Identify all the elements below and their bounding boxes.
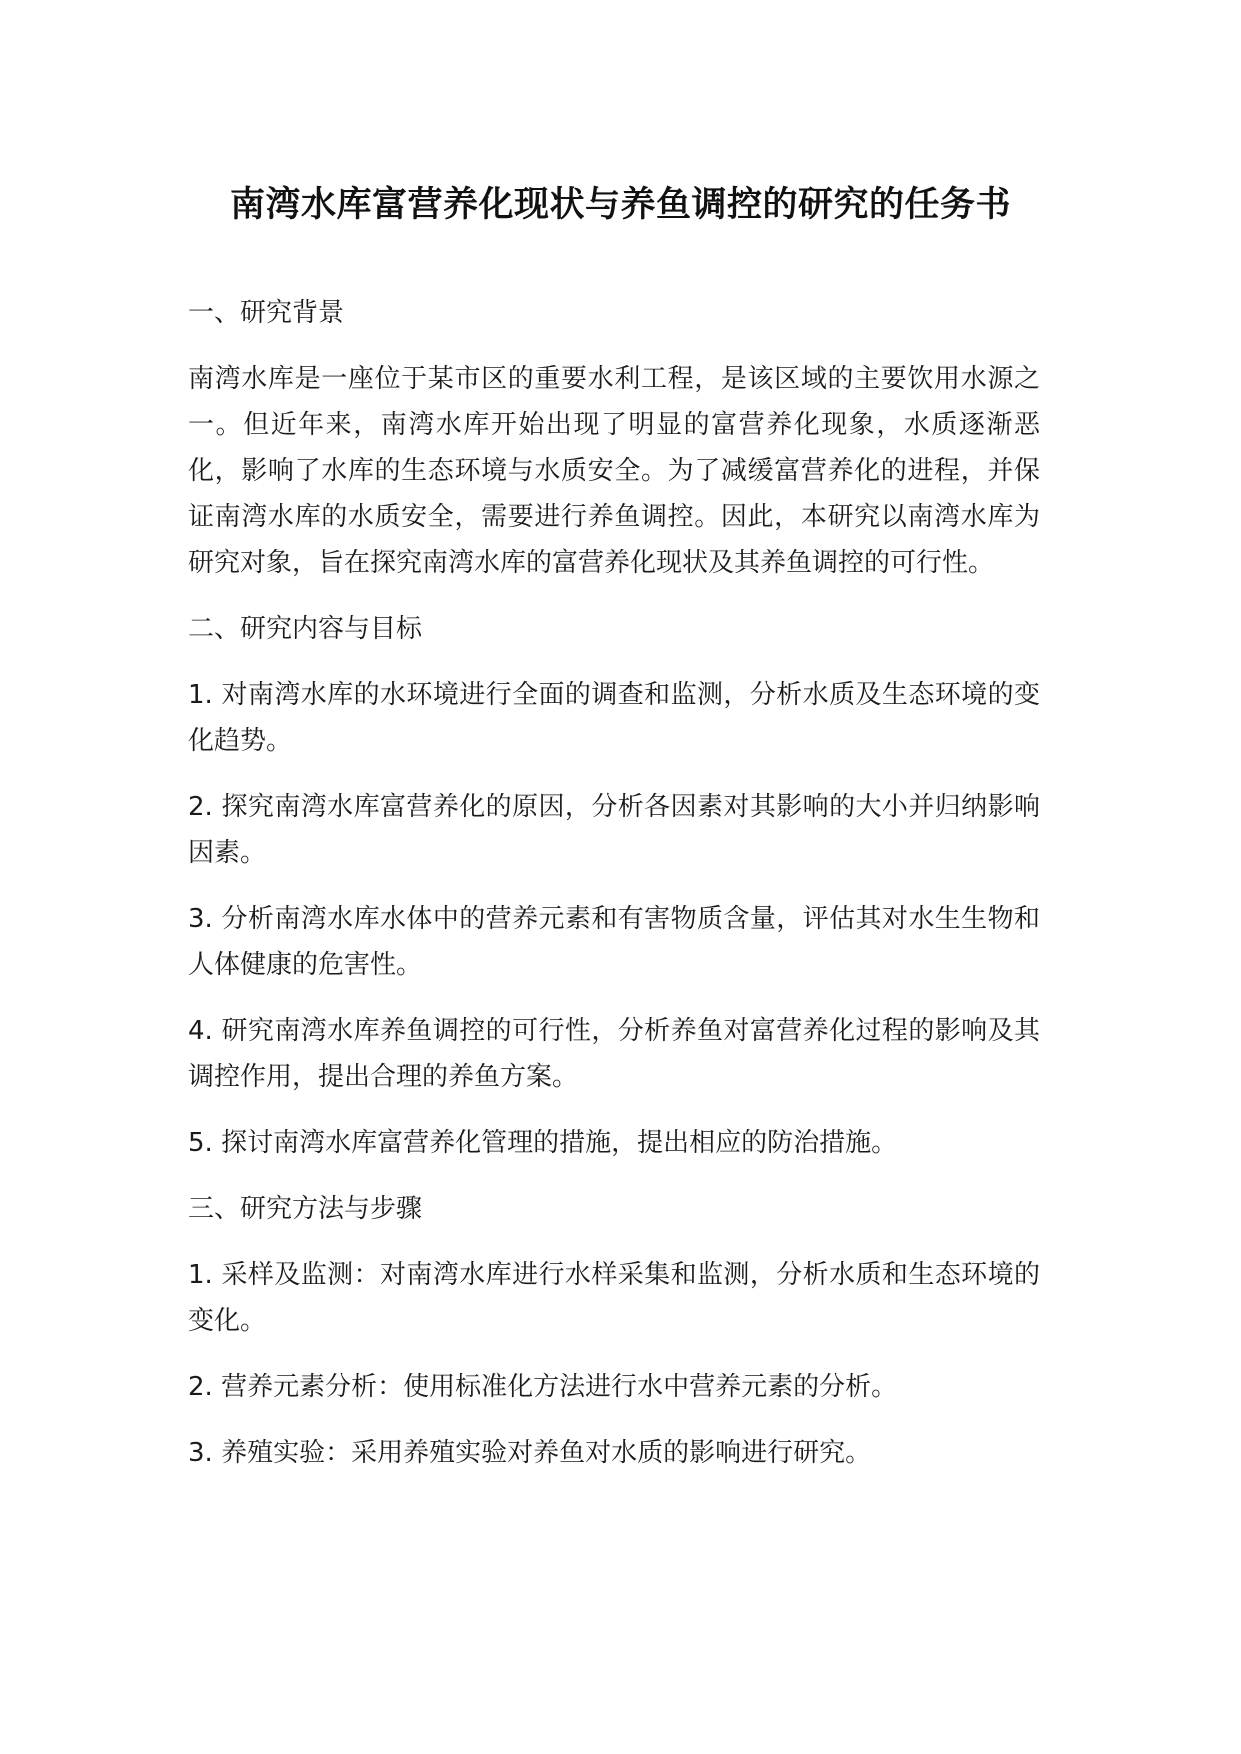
content-goal-item-1: 1. 对南湾水库的水环境进行全面的调查和监测，分析水质及生态环境的变化趋势。 bbox=[188, 680, 1040, 756]
method-step-item-2: 2. 营养元素分析：使用标准化方法进行水中营养元素的分析。 bbox=[188, 1372, 898, 1402]
content-goal-item-4: 4. 研究南湾水库养鱼调控的可行性，分析养鱼对富营养化过程的影响及其调控作用，提出合理的养鱼方案。 bbox=[188, 1016, 1040, 1092]
document-title: 南湾水库富营养化现状与养鱼调控的研究的任务书 bbox=[229, 185, 1011, 225]
content-goal-item-5: 5. 探讨南湾水库富营养化管理的措施，提出相应的防治措施。 bbox=[188, 1128, 898, 1158]
method-step-item-1: 1. 采样及监测：对南湾水库进行水样采集和监测，分析水质和生态环境的变化。 bbox=[188, 1260, 1040, 1336]
content-goal-item-2: 2. 探究南湾水库富营养化的原因，分析各因素对其影响的大小并归纳影响因素。 bbox=[188, 792, 1040, 868]
section-heading-methods-steps: 三、研究方法与步骤 bbox=[188, 1194, 423, 1224]
content-goal-item-3: 3. 分析南湾水库水体中的营养元素和有害物质含量，评估其对水生生物和人体健康的危害性。 bbox=[188, 904, 1040, 980]
section-heading-content-goals: 二、研究内容与目标 bbox=[188, 614, 423, 644]
background-paragraph: 南湾水库是一座位于某市区的重要水利工程，是该区域的主要饮用水源之一。但近年来，南湾水库开始出现了明显的富营养化现象，水质逐渐恶化，影响了水库的生态环境与水质安全。为了减缓富营养化的进程，并保证南湾水库的水质安全，需要进行养鱼调控。因此，本研究以南湾水库为研究对象，旨在探究南湾水库的富营养化现状及其养鱼调控的可行性。 bbox=[188, 364, 1040, 578]
method-step-item-3: 3. 养殖实验：采用养殖实验对养鱼对水质的影响进行研究。 bbox=[188, 1438, 872, 1468]
section-heading-background: 一、研究背景 bbox=[188, 298, 345, 328]
document-body bbox=[188, 290, 1040, 1496]
